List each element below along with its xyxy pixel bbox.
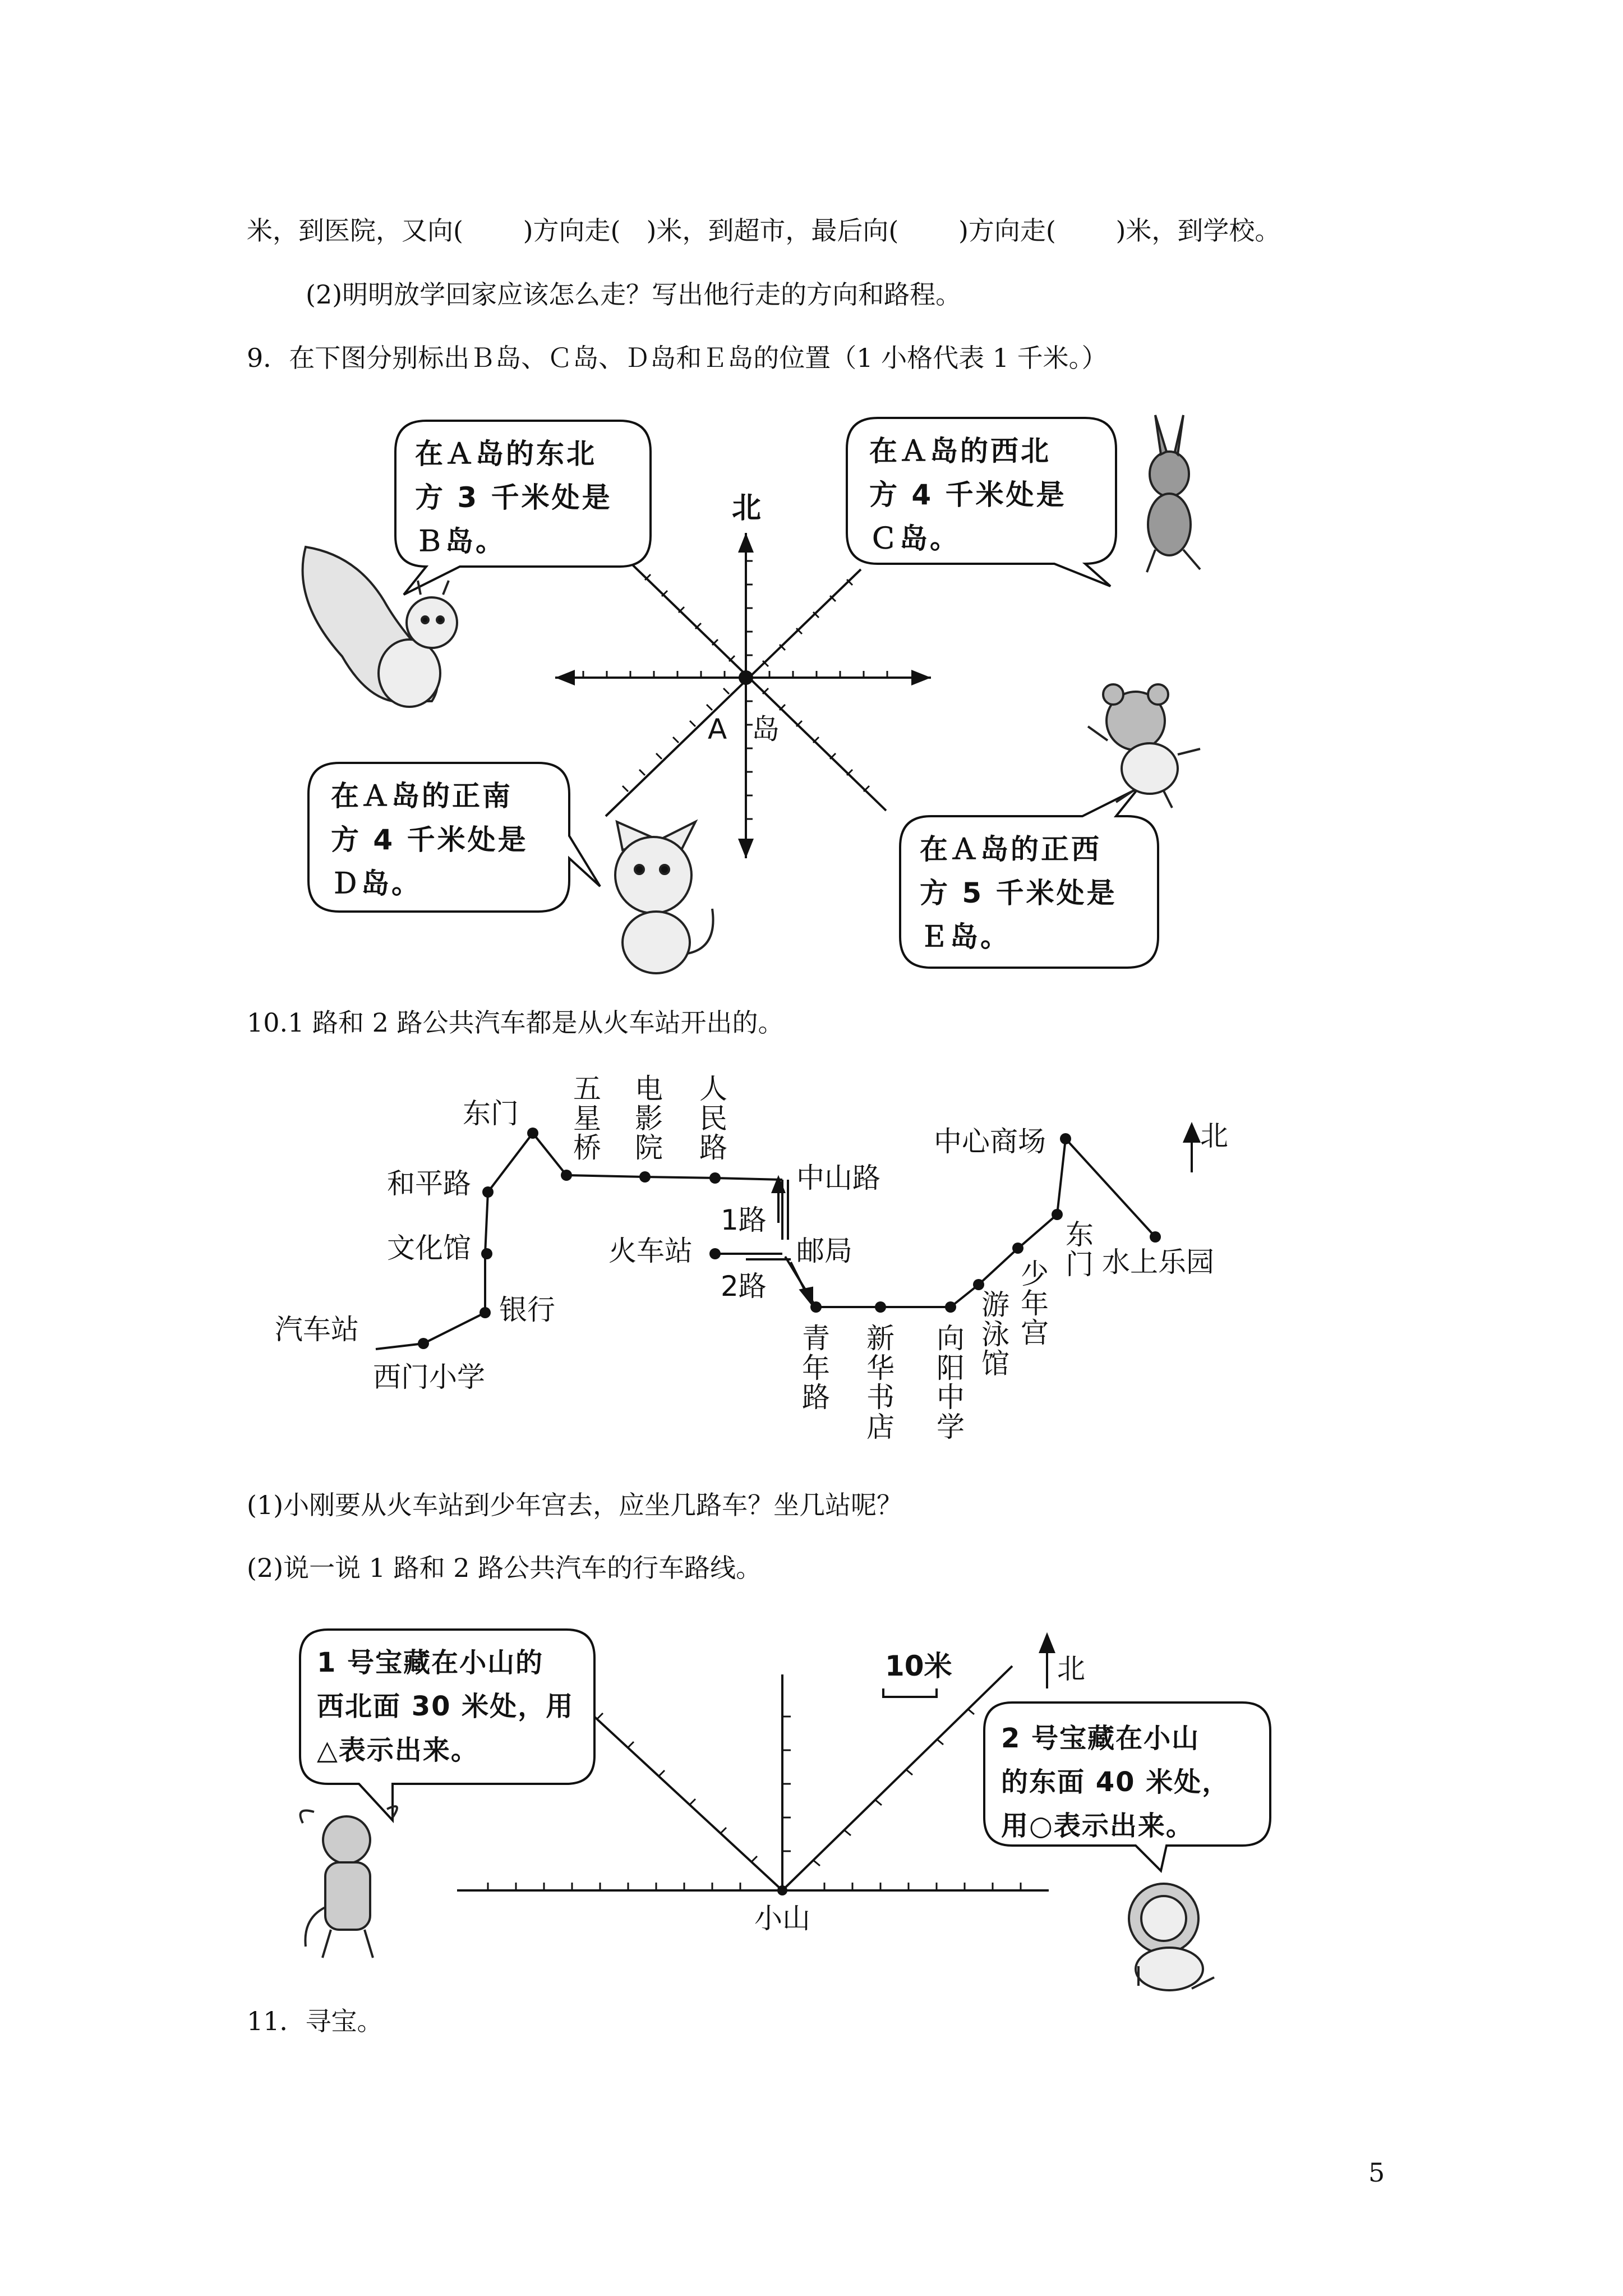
stop-dongmen-east: 东门 xyxy=(1066,1218,1094,1281)
question-11: 11．寻宝。 xyxy=(247,2006,383,2036)
question-8-2: (2)明明放学回家应该怎么走？写出他行走的方向和路程。 xyxy=(306,279,962,310)
stop-dongmen-west: 东门 xyxy=(463,1097,519,1130)
stop-zhongshanlu: 中山路 xyxy=(796,1162,880,1194)
stop-dianyingyuan: 电影院 xyxy=(635,1073,663,1164)
treasure-bubble-1-text: 1 号宝藏在小山的 西北面 30 米处，用 △表示出来。 xyxy=(317,1647,574,1766)
stop-xiangyangzhongxue: 向阳中学 xyxy=(937,1322,965,1443)
stop-shuishangleyuan: 水上乐园 xyxy=(1102,1246,1214,1278)
bubble-b-text: 在Ａ岛的东北 方 3 千米处是 Ｂ岛。 xyxy=(415,438,612,558)
stop-youyongguan: 游泳馆 xyxy=(981,1289,1009,1380)
bubble-c-text: 在Ａ岛的西北 方 4 千米处是 Ｃ岛。 xyxy=(869,435,1067,555)
compass-center-label: A 岛 xyxy=(708,713,788,746)
question-10-1: (1)小刚要从火车站到少年宫去，应坐几路车？坐几站呢？ xyxy=(247,1490,903,1520)
mountain-label: 小山 xyxy=(754,1902,810,1935)
treasure-north-label: 北 xyxy=(1057,1653,1085,1685)
stop-qingnianlu: 青年路 xyxy=(802,1322,830,1414)
route-2-label: 2路 xyxy=(721,1270,767,1303)
stop-yinhang: 银行 xyxy=(499,1294,555,1326)
stop-wuxingqiao: 五星桥 xyxy=(573,1073,601,1164)
question-9: 9．在下图分别标出Ｂ岛、Ｃ岛、Ｄ岛和Ｅ岛的位置（1 小格代表 1 千米。） xyxy=(247,343,1108,373)
stop-qichezhan: 汽车站 xyxy=(275,1313,359,1346)
stop-xinhuashudian: 新华书店 xyxy=(866,1322,895,1443)
stop-ximenxiaoxue: 西门小学 xyxy=(373,1361,485,1393)
map-north-label: 北 xyxy=(1200,1120,1228,1152)
compass-north-label: 北 xyxy=(732,491,762,525)
question-10: 10.1 路和 2 路公共汽车都是从火车站开出的。 xyxy=(247,1007,784,1038)
route-1-label: 1路 xyxy=(721,1204,767,1236)
stop-zhongxinshangchang: 中心商场 xyxy=(934,1125,1046,1158)
bubble-e-text: 在Ａ岛的正西 方 5 千米处是 Ｅ岛。 xyxy=(920,833,1117,953)
tiger-illustration xyxy=(301,1806,398,1958)
stop-huochezhan: 火车站 xyxy=(608,1235,693,1267)
text-line-1: 米，到医院，又向( )方向走( )米，到超市，最后向( )方向走( )米，到学校。 xyxy=(247,215,1281,246)
question-10-2: (2)说一说 1 路和 2 路公共汽车的行车路线。 xyxy=(247,1553,762,1583)
stop-wenhuaguan: 文化馆 xyxy=(387,1232,471,1264)
stop-hepinglu: 和平路 xyxy=(387,1167,471,1200)
stop-youju: 邮局 xyxy=(796,1235,852,1267)
page-number: 5 xyxy=(1368,2157,1385,2188)
stop-shaoniangong: 少年宫 xyxy=(1021,1258,1049,1349)
scale-label: 10米 xyxy=(885,1650,952,1682)
bubble-d-text: 在Ａ岛的正南 方 4 千米处是 Ｄ岛。 xyxy=(331,780,528,900)
lion-illustration xyxy=(1129,1884,1214,1990)
treasure-bubble-2-text: 2 号宝藏在小山 的东面 40 米处， 用○表示出来。 xyxy=(1001,1723,1230,1842)
stop-renminlu: 人民路 xyxy=(699,1073,727,1164)
